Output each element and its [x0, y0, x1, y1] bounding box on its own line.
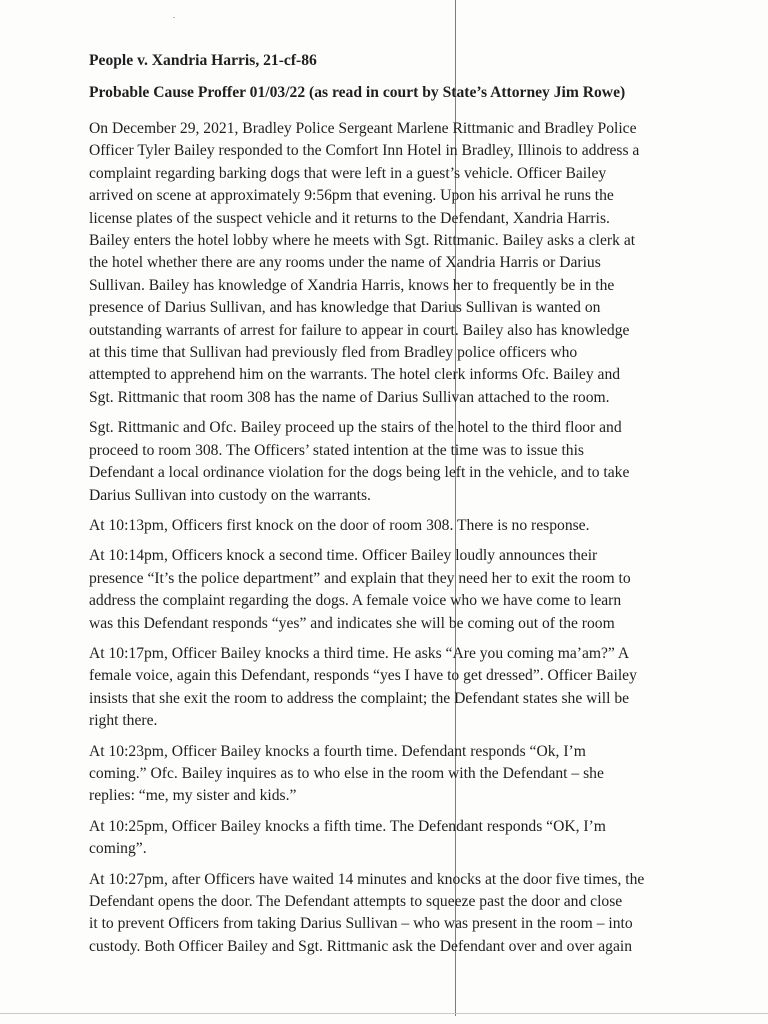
paragraph-line: proceed to room 308. The Officers’ stated intention at the time was to issue this: [89, 441, 584, 459]
page-bottom-edge: [0, 1013, 768, 1014]
paragraph-line: Sgt. Rittmanic that room 308 has the name of Darius Sullivan attached to the room.: [89, 388, 610, 406]
paragraph: [89, 118, 689, 409]
paragraph-line: At 10:23pm, Officer Bailey knocks a fourth time. Defendant responds “Ok, I’m: [89, 742, 586, 760]
paragraph-line: complaint regarding barking dogs that were left in a guest’s vehicle. Officer Bailey: [89, 164, 607, 182]
paragraph-line: Sgt. Rittmanic and Ofc. Bailey proceed up the stairs of the hotel to the third floor and: [89, 419, 622, 437]
paragraph-line: arrived on scene at approximately 9:56pm that evening. Upon his arrival he runs the: [89, 187, 614, 205]
paragraph-line: at this time that Sullivan had previously fled from Bradley police officers who: [89, 344, 578, 362]
document-body: [89, 48, 689, 966]
paragraph-line: coming.” Ofc. Bailey inquires as to who else in the room with the Defendant – she: [89, 764, 604, 782]
proffer-subtitle: Probable Cause Proffer 01/03/22 (as read in court by State’s Attorney Jim Rowe): [89, 84, 626, 101]
paragraph-line: Darius Sullivan into custody on the warrants.: [89, 486, 371, 504]
paragraph-line: right there.: [89, 712, 158, 730]
paragraph-line: At 10:25pm, Officer Bailey knocks a fifth time. The Defendant responds “OK, I’m: [89, 817, 606, 835]
paragraph-line: presence of Darius Sullivan, and has knowledge that Darius Sullivan is wanted on: [89, 299, 601, 317]
paragraph-line: license plates of the suspect vehicle and it returns to the Defendant, Xandria Harris.: [89, 209, 610, 227]
paragraph-line: female voice, again this Defendant, responds “yes I have to get dressed”. Officer Bailey: [89, 667, 637, 685]
paragraph-line: Defendant a local ordinance violation for the dogs being left in the vehicle, and to take: [89, 464, 630, 482]
paragraph: [89, 869, 689, 959]
paragraph-line: custody. Both Officer Bailey and Sgt. Rittmanic ask the Defendant over and over again: [89, 937, 633, 955]
paragraph-line: presence “It’s the police department” and explain that they need her to exit the room to: [89, 569, 631, 587]
paragraph-line: the hotel whether there are any rooms under the name of Xandria Harris or Darius: [89, 254, 601, 272]
paragraph: [89, 816, 689, 861]
case-title: People v. Xandria Harris, 21-cf-86: [89, 52, 317, 69]
paragraph-line: Sullivan. Bailey has knowledge of Xandria Harris, knows her to frequently be in the: [89, 276, 615, 294]
paragraph: [89, 515, 689, 537]
paragraph-line: coming”.: [89, 840, 147, 858]
paragraph: [89, 545, 689, 635]
paragraph: [89, 643, 689, 733]
paragraph-line: Officer Tyler Bailey responded to the Comfort Inn Hotel in Bradley, Illinois to address a: [89, 142, 640, 160]
paragraph-line: was this Defendant responds “yes” and indicates she will be coming out of the room: [89, 614, 615, 632]
paragraph-line: outstanding warrants of arrest for failure to appear in court. Bailey also has knowledge: [89, 321, 630, 339]
paragraph-line: At 10:13pm, Officers first knock on the door of room 308. There is no response.: [89, 516, 590, 534]
scan-speck: [173, 17, 175, 18]
paragraph-line: At 10:14pm, Officers knock a second time. Officer Bailey loudly announces their: [89, 547, 598, 565]
paragraph-line: On December 29, 2021, Bradley Police Sergeant Marlene Rittmanic and Bradley Police: [89, 120, 637, 137]
paragraph: [89, 417, 689, 507]
paragraph-list: [89, 118, 689, 958]
paragraph-line: Defendant opens the door. The Defendant attempts to squeeze past the door and close: [89, 893, 623, 910]
paragraph-line: it to prevent Officers from taking Darius Sullivan – who was present in the room – into: [89, 915, 633, 933]
paragraph-line: replies: “me, my sister and kids.”: [89, 787, 297, 805]
paragraph-line: insists that she exit the room to address the complaint; the Defendant states she will be: [89, 689, 630, 707]
paragraph-line: At 10:17pm, Officer Bailey knocks a third time. He asks “Are you coming ma’am?” A: [89, 644, 630, 662]
paragraph: [89, 741, 689, 808]
paragraph-line: attempted to apprehend him on the warrants. The hotel clerk informs Ofc. Bailey and: [89, 366, 621, 384]
paragraph-line: At 10:27pm, after Officers have waited 14 minutes and knocks at the door five times, the: [89, 870, 645, 888]
paragraph-line: Bailey enters the hotel lobby where he meets with Sgt. Rittmanic. Bailey asks a clerk at: [89, 232, 636, 250]
paragraph-line: address the complaint regarding the dogs. A female voice who we have come to learn: [89, 592, 622, 610]
